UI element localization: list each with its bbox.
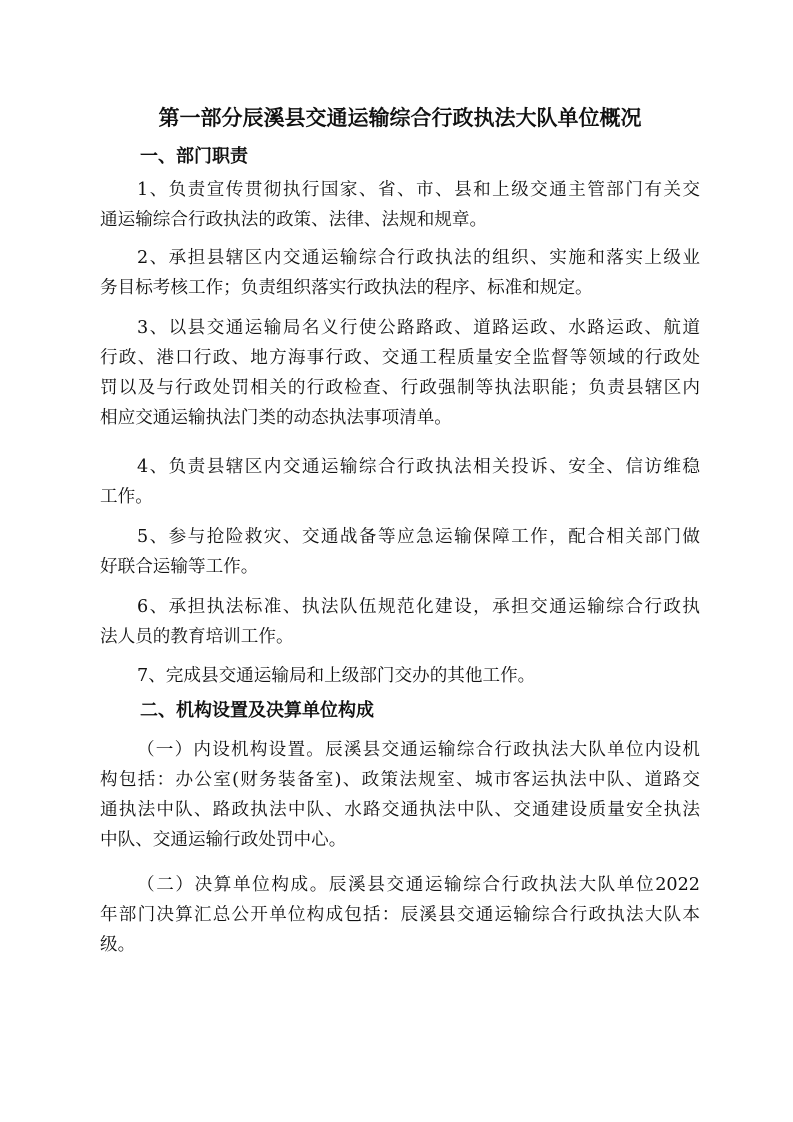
paragraph-line: 5、参与抢险救灾、交通战备等应急运输保障工作，配合相关部门做	[137, 527, 700, 547]
paragraph-line: 工作。	[100, 487, 153, 507]
duty-paragraph	[100, 522, 700, 582]
paragraph-line: 7、完成县交通运输局和上级部门交办的其他工作。	[137, 666, 536, 686]
page-title: 第一部分辰溪县交通运输综合行政执法大队单位概况	[158, 106, 642, 130]
duty-paragraph	[100, 243, 700, 303]
structure-paragraph	[100, 735, 700, 855]
paragraph-line: 中队、交通运输行政处罚中心。	[100, 830, 347, 850]
paragraph-line: 相应交通运输执法门类的动态执法事项清单。	[100, 408, 452, 428]
paragraph-line: （一）内设机构设置。辰溪县交通运输综合行政执法大队单位内设机	[137, 740, 700, 760]
paragraph-line: 2、承担县辖区内交通运输综合行政执法的组织、实施和落实上级业	[137, 248, 700, 268]
section-heading-duties: 一、部门职责	[140, 146, 248, 167]
duty-paragraph	[100, 592, 700, 652]
paragraph-line: 1、负责宣传贯彻执行国家、省、市、县和上级交通主管部门有关交	[137, 180, 700, 200]
paragraph-line: 好联合运输等工作。	[100, 557, 259, 577]
paragraph-line: 罚以及与行政处罚相关的行政检查、行政强制等执法职能；负责县辖区内	[100, 378, 700, 398]
structure-paragraph	[100, 870, 700, 960]
paragraph-line: 4、负责县辖区内交通运输综合行政执法相关投诉、安全、信访维稳	[137, 457, 700, 477]
paragraph-line: 年部门决算汇总公开单位构成包括：辰溪县交通运输综合行政执法大队本	[100, 905, 700, 925]
section-heading-structure: 二、机构设置及决算单位构成	[140, 700, 374, 721]
duty-paragraph	[100, 175, 700, 235]
paragraph-line: 通执法中队、路政执法中队、水路交通执法中队、交通建设质量安全执法	[100, 800, 700, 820]
paragraph-line: 级。	[100, 935, 136, 955]
paragraph-line: 6、承担执法标准、执法队伍规范化建设，承担交通运输综合行政执	[137, 597, 700, 617]
paragraph-line: 法人员的教育培训工作。	[100, 627, 294, 647]
duty-paragraph	[100, 313, 700, 433]
paragraph-line: 行政、港口行政、地方海事行政、交通工程质量安全监督等领域的行政处	[100, 348, 700, 368]
paragraph-line: 3、以县交通运输局名义行使公路路政、道路运政、水路运政、航道	[137, 318, 700, 338]
paragraph-line: 通运输综合行政执法的政策、法律、法规和规章。	[100, 210, 488, 230]
paragraph-line: 构包括：办公室(财务装备室)、政策法规室、城市客运执法中队、道路交	[100, 770, 700, 790]
paragraph-line: 务目标考核工作；负责组织落实行政执法的程序、标准和规定。	[100, 278, 593, 298]
duty-paragraph	[100, 661, 700, 691]
paragraph-line: （二）决算单位构成。辰溪县交通运输综合行政执法大队单位2022	[137, 875, 700, 895]
duty-paragraph	[100, 452, 700, 512]
